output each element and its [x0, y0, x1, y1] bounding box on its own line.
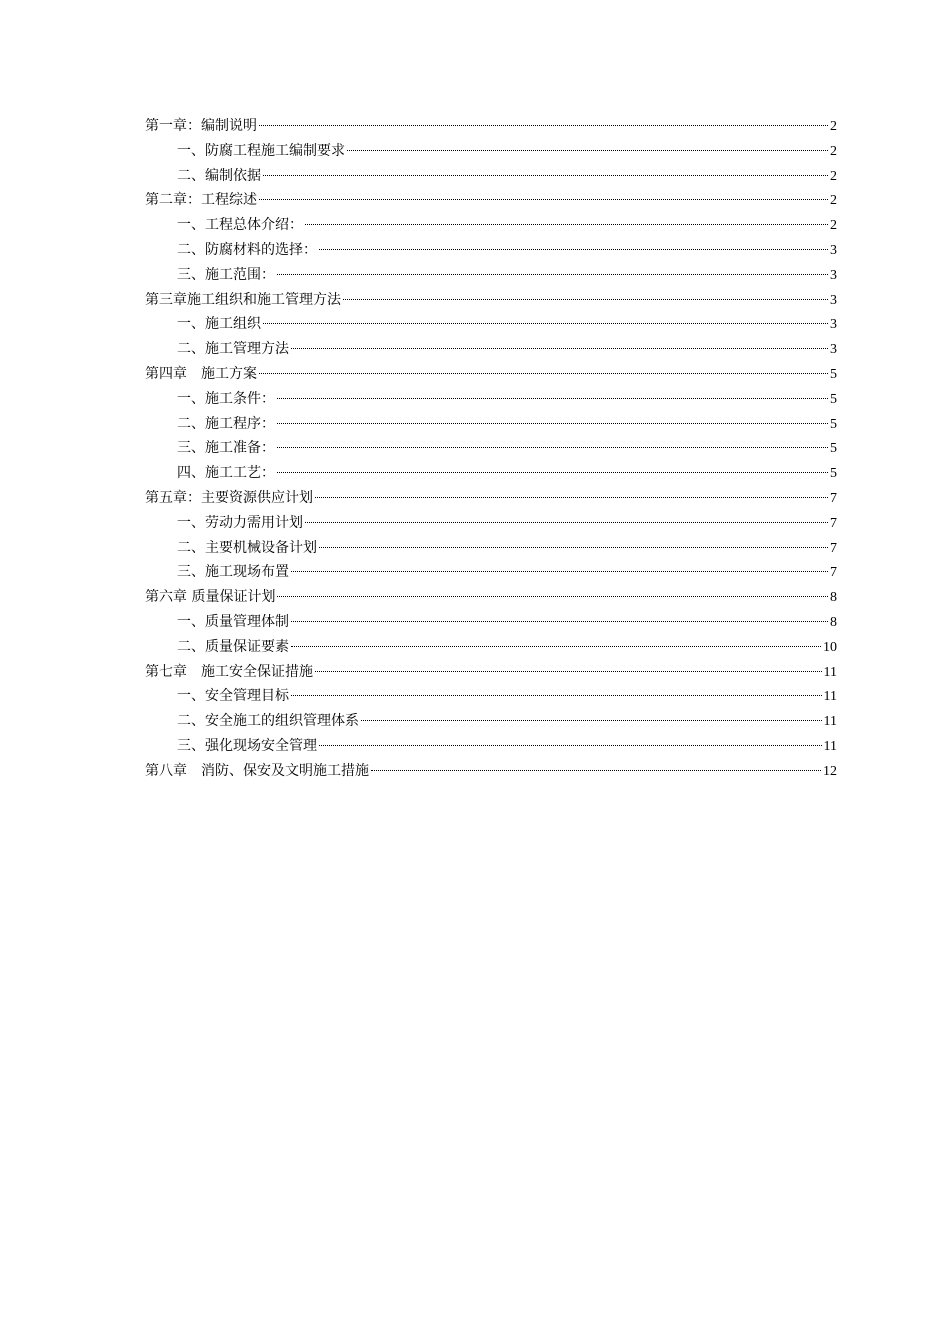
toc-chapter-entry[interactable] — [145, 362, 837, 387]
dot-leader — [343, 299, 828, 300]
toc-entry-title: 第一章：编制说明 — [145, 118, 257, 134]
dot-leader — [291, 695, 822, 696]
toc-entry-title: 二、施工程序： — [177, 415, 275, 432]
dot-leader — [277, 274, 828, 275]
toc-section-entry[interactable] — [145, 560, 837, 585]
dot-leader — [361, 720, 822, 721]
toc-entry-title: 第四章 施工方案 — [145, 365, 257, 382]
toc-chapter-entry[interactable] — [145, 188, 837, 213]
toc-entry-title: 第八章 消防、保安及文明施工措施 — [145, 762, 369, 779]
dot-leader — [277, 423, 828, 424]
toc-section-entry[interactable] — [145, 461, 837, 486]
toc-page-number: 3 — [830, 267, 837, 283]
dot-leader — [259, 373, 828, 374]
toc-page-number: 7 — [830, 490, 837, 506]
toc-chapter-entry[interactable] — [145, 486, 837, 511]
toc-entry-title: 二、主要机械设备计划 — [177, 539, 317, 556]
toc-section-entry[interactable] — [145, 337, 837, 362]
toc-section-entry[interactable] — [145, 734, 837, 759]
toc-entry-title: 第六章 质量保证计划 — [145, 589, 276, 606]
toc-entry-title: 二、质量保证要素 — [177, 638, 289, 655]
toc-page-number: 5 — [830, 391, 837, 407]
toc-page-number: 3 — [830, 242, 837, 258]
dot-leader — [347, 150, 828, 151]
toc-entry-title: 三、施工范围： — [177, 266, 275, 283]
dot-leader — [263, 175, 828, 176]
toc-page-number: 2 — [830, 119, 837, 134]
toc-section-entry[interactable] — [145, 684, 837, 709]
toc-page-number: 11 — [823, 664, 837, 680]
dot-leader — [319, 547, 828, 548]
toc-page-number: 12 — [823, 763, 837, 779]
toc-entry-title: 一、质量管理体制 — [177, 613, 289, 630]
toc-entry-title: 二、安全施工的组织管理体系 — [177, 713, 359, 730]
toc-page-number: 2 — [830, 168, 837, 184]
toc-entry-title: 第七章 施工安全保证措施 — [145, 663, 313, 680]
table-of-contents — [145, 114, 837, 784]
dot-leader — [291, 348, 828, 349]
toc-entry-title: 二、编制依据 — [177, 167, 261, 184]
toc-section-entry[interactable] — [145, 164, 837, 189]
toc-section-entry[interactable] — [145, 412, 837, 437]
dot-leader — [291, 571, 828, 572]
toc-page-number: 5 — [830, 416, 837, 432]
dot-leader — [277, 398, 828, 399]
toc-entry-title: 一、安全管理目标 — [177, 688, 289, 705]
toc-page-number: 7 — [830, 565, 837, 581]
toc-entry-title: 一、劳动力需用计划 — [177, 514, 303, 531]
toc-page-number: 3 — [830, 317, 837, 333]
toc-page-number: 8 — [830, 614, 837, 630]
dot-leader — [259, 125, 828, 126]
toc-entry-title: 一、施工组织 — [177, 316, 261, 333]
dot-leader — [305, 224, 828, 225]
dot-leader — [371, 770, 821, 771]
toc-page-number: 5 — [830, 441, 837, 457]
toc-page-number: 11 — [823, 738, 837, 754]
toc-chapter-entry[interactable] — [145, 585, 837, 610]
toc-entry-title: 四、施工工艺： — [177, 465, 275, 482]
toc-section-entry[interactable] — [145, 436, 837, 461]
toc-page-number: 7 — [830, 540, 837, 556]
toc-section-entry[interactable] — [145, 536, 837, 561]
dot-leader — [259, 199, 828, 200]
toc-chapter-entry[interactable] — [145, 660, 837, 685]
toc-section-entry[interactable] — [145, 139, 837, 164]
toc-page-number: 2 — [830, 193, 837, 209]
toc-entry-title: 第二章：工程综述 — [145, 192, 257, 209]
toc-chapter-entry[interactable] — [145, 114, 837, 139]
toc-section-entry[interactable] — [145, 312, 837, 337]
toc-entry-title: 二、防腐材料的选择： — [177, 241, 317, 258]
toc-page-number: 11 — [823, 714, 837, 730]
toc-entry-title: 一、工程总体介绍： — [177, 217, 303, 234]
toc-entry-title: 第五章：主要资源供应计划 — [145, 489, 313, 506]
toc-section-entry[interactable] — [145, 238, 837, 263]
toc-section-entry[interactable] — [145, 610, 837, 635]
toc-section-entry[interactable] — [145, 213, 837, 238]
toc-section-entry[interactable] — [145, 263, 837, 288]
dot-leader — [319, 745, 822, 746]
dot-leader — [277, 447, 828, 448]
toc-page-number: 3 — [830, 342, 837, 358]
toc-entry-title: 三、强化现场安全管理 — [177, 737, 317, 754]
toc-page-number: 5 — [830, 466, 837, 482]
dot-leader — [277, 596, 828, 597]
toc-chapter-entry[interactable] — [145, 759, 837, 784]
toc-page-number: 10 — [823, 639, 837, 655]
dot-leader — [263, 323, 828, 324]
toc-page-number: 11 — [823, 689, 837, 705]
dot-leader — [277, 472, 828, 473]
toc-section-entry[interactable] — [145, 511, 837, 536]
toc-section-entry[interactable] — [145, 709, 837, 734]
toc-entry-title: 三、施工准备： — [177, 440, 275, 457]
dot-leader — [291, 646, 821, 647]
toc-entry-title: 一、施工条件： — [177, 390, 275, 407]
toc-page-number: 2 — [830, 218, 837, 234]
dot-leader — [319, 249, 828, 250]
toc-chapter-entry[interactable] — [145, 288, 837, 313]
toc-page-number: 8 — [830, 590, 837, 606]
dot-leader — [315, 671, 822, 672]
toc-section-entry[interactable] — [145, 387, 837, 412]
toc-page-number: 5 — [830, 366, 837, 382]
toc-entry-title: 第三章施工组织和施工管理方法 — [145, 291, 341, 308]
toc-entry-title: 一、防腐工程施工编制要求 — [177, 142, 345, 159]
toc-entry-title: 三、施工现场布置 — [177, 564, 289, 581]
dot-leader — [291, 621, 828, 622]
toc-entry-title: 二、施工管理方法 — [177, 341, 289, 358]
toc-page-number: 3 — [830, 292, 837, 308]
toc-page-number: 2 — [830, 143, 837, 159]
dot-leader — [315, 497, 828, 498]
dot-leader — [305, 522, 828, 523]
toc-section-entry[interactable] — [145, 635, 837, 660]
toc-page-number: 7 — [830, 515, 837, 531]
